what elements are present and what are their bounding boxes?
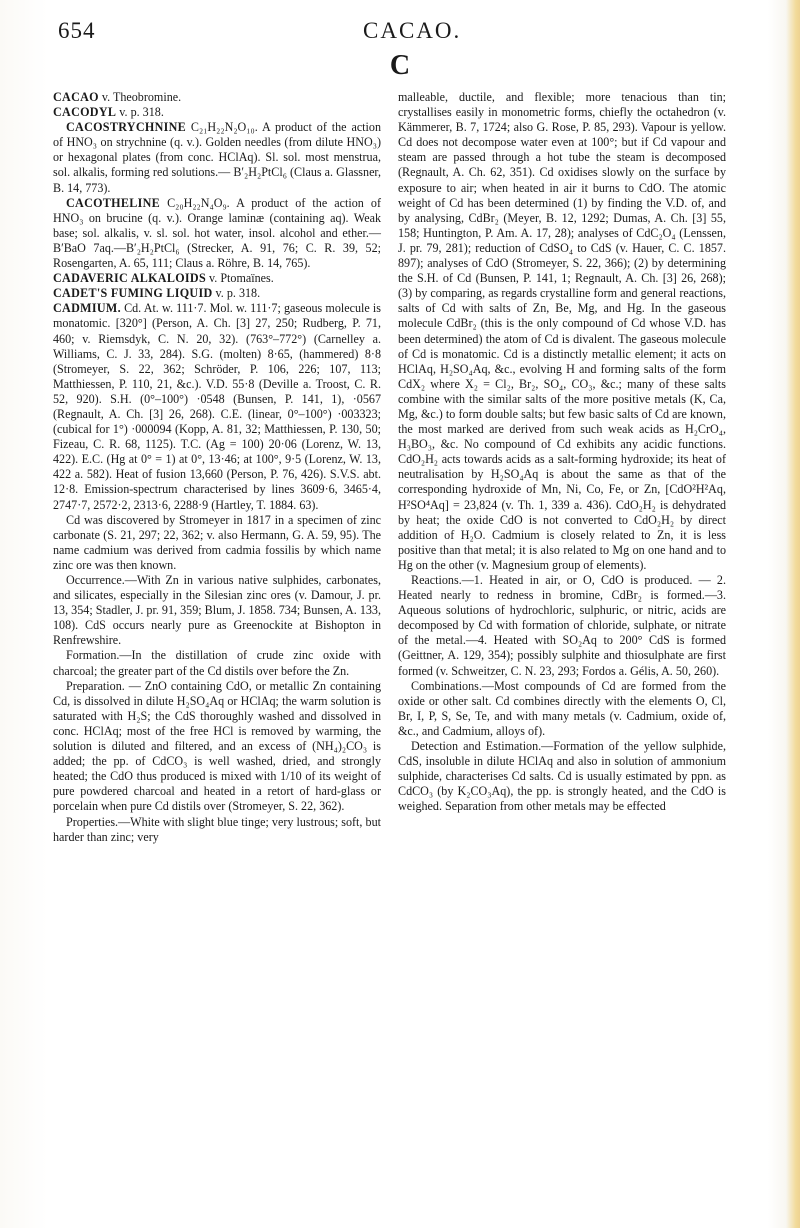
paragraph-discovery: Cd was discovered by Stromeyer in 1817 in a specimen of zinc carbonate (S. 21, 297; 22, 362; v. also Hermann, G. A. 59, 95). The name cadmium was derived from cadmia fossilis by which name zinc ore was then known. [53,512,381,572]
paragraph-properties: Properties.—White with slight blue tinge; very lustrous; soft, but harder than zinc; very [53,814,381,844]
entry-text: v. Theobromine. [98,90,182,104]
entry-cacostrychnine [53,120,381,195]
paragraph-occurrence: Occurrence.—With Zn in various native sulphides, carbonates, and silicates, especially in the Silesian zinc ores (v. Damour, J. pr. 13, 354; Stadler, J. pr. 91, 359; Blum, J. 1858. 734; Bunsen, A. 133, 108). CdS occurs nearly pure as Greenockite at Bishopton in Renfrewshire. [53,573,381,648]
headword: CADMIUM. [53,301,121,316]
section-letter: C [389,50,411,81]
page-header [58,18,758,48]
entry-text: C₂₀H₂₂N₄O₉. A product of the action of HNO₃ on brucine (q. v.). Orange laminæ (containing aq). Weak base; sol. alkalis, v. sl. sol. hot water, insol. alcohol and ether.—B′BaO 7aq.—B′₂H₂PtCl₆ (Strecker, A. 91, 76; C. R. 39, 52; Rosengarten, A. 65, 111; Claus a. Röhre, B. 14, 765). [53,195,381,271]
headword: CACOSTRYCHNINE [66,120,187,135]
entry-text: v. p. 318. [212,286,261,301]
entry-cadets-fuming-liquid [53,286,381,301]
entry-text: v. Ptomaïnes. [206,271,274,286]
entry-cacotheline [53,196,381,271]
entry-cacao [53,90,381,105]
headword: CACAO [53,90,99,104]
paragraph-reactions: Reactions.—1. Heated in air, or O, CdO is produced. — 2. Heated nearly to redness in bromine, CdBr₂ is formed.—3. Aqueous solutions of hydrochloric, sulphuric, or nitric, acids are decomposed by Cd with formation of chloride, sulphate, or nitrate of the metal.—4. Heated with SO₂Aq to 200° CdS is formed (Geittner, A. 129, 354); possibly sulphite and thiosulphate are first formed (v. Schweitzer, C. N. 23, 293; Fordos a. Gélis, A. 50, 260). [398,573,726,678]
running-head: CACAO. [363,18,462,43]
headword: CACOTHELINE [66,195,161,210]
entry-cacodyl [53,105,381,120]
left-column [53,90,381,845]
paragraph-preparation: Preparation. — ZnO containing CdO, or metallic Zn containing Cd, is dissolved in dilute H₂SO₄Aq or HClAq; the warm solution is saturated with H₂S; the CdS thoroughly washed and dissolved in conc. HClAq; most of the free HCl is removed by warming, the solution is diluted and filtered, and an excess of (NH₄)₂CO₃ is added; the pp. of CdCO₃ is well washed, dried, and strongly heated; the CdO thus produced is mixed with 1/10 of its weight of pure powdered charcoal and heated in a retort of hard-glass or porcelain when pure Cd distils over (Stromeyer, S. 22, 362). [53,678,381,814]
entry-text: v. p. 318. [116,105,164,120]
right-column [398,90,726,815]
headword: CACODYL [53,105,117,120]
entry-cadaveric-alkaloids [53,271,381,286]
entry-text: C₂₁H₂₂N₂O₁₀. A product of the action of HNO₃ on strychnine (q. v.). Golden needles (from dilute HNO₃) or hexagonal plates (from conc. HClAq). Sl. sol. most menstrua, sol. alkalis, forming red solutions.— B′₂H₂PtCl₆ (Claus a. Glassner, B. 14, 773). [53,120,381,195]
paragraph-formation: Formation.—In the distillation of crude zinc oxide with charcoal; the greater part of the Cd distils over before the Zn. [53,648,381,678]
headword: CADET'S FUMING LIQUID [53,286,213,301]
paragraph-detection: Detection and Estimation.—Formation of the yellow sulphide, CdS, insoluble in dilute HClAq and also in solution of ammonium sulphide, characterises Cd salts. Cd is usually estimated by ppn. as CdCO₃ (by K₂CO₃Aq), the pp. is strongly heated, and the CdO is weighed. Separation from other metals may be effected [398,739,726,814]
paragraph-properties-continued: malleable, ductile, and flexible; more tenacious than tin; crystallises easily in monometric forms, chiefly the octahedron (v. Kämmerer, B. 7, 1724; also G. Rose, P. 85, 293). Vapour is yellow. Cd does not decompose water even at 100°; but if Cd vapour and steam are passed through a hot tube the steam is decomposed (Regnault, A. Ch. 62, 351). Cd oxidises slowly on the surface by exposure to air; when heated in air it burns to CdO. The atomic weight of Cd has been determined (1) by finding the V.D. of, and by analysing, CdBr₂ (Meyer, B. 12, 1292; Dumas, A. Ch. [3] 55, 158; Huntington, P. Am. A. 17, 28); analyses of CdC₂O₄ (Lenssen, J. pr. 79, 281); reduction of CdSO₄ to CdS (v. Hauer, C. C. 1857. 897); analyses of CdO (Stromeyer, S. 22, 366); (2) by determining the S.H. of Cd (Bunsen, P. 141, 1; Regnault, A. Ch. [3] 26, 268); (3) by comparing, as regards crystalline form and general reactions, salts of Cd with salts of Zn, Be, Mg, and Hg. In the gaseous molecule CdBr₂ (this is the only compound of Cd whose V.D. has been determined) the atom of Cd is divalent. The gaseous molecule of Cd is monatomic. Cd is a distinctly metallic element; it acts on HClAq, H₂SO₄Aq, &c., evolving H and forming salts of the form CdX₂ where X₂ = Cl₂, Br₂, SO₄, CO₃, &c.; many of these salts combine with the similar salts of the more positive metals (K, Ca, Mg, &c.) to form double salts; but few basic salts of Cd are known, the most marked are derived from such weak acids as H₂CrO₄, H₃BO₃, &c. No compound of Cd exhibits any acidic functions. CdO₂H₂ acts towards acids as a salt-forming hydroxide; its heat of neutralisation by H₂SO₄Aq is about the same as that of the corresponding hydroxide of Mn, Ni, Co, Fe, or Zn, [CdO²H²Aq, H²SO⁴Aq] = 23,824 (v. Th. 1, 339 a. 436). CdO₂H₂ is dehydrated by heat; the oxide CdO is not converted to CdO₂H₂ by direct addition of H₂O. Cadmium is closely related to Zn, it is less positive than that metal; it is also related to Mg on one hand and to Hg on the other (v. Magnesium group of elements). [398,90,726,572]
entry-cadmium [53,301,381,512]
page-number: 654 [58,18,96,43]
paragraph-combinations: Combinations.—Most compounds of Cd are formed from the oxide or other salt. Cd combines directly with the elements O, Cl, Br, I, P, S, Se, Te, and with many metals (v. Cadmium, oxide of, &c., and Cadmium, alloys of). [398,678,726,738]
entry-text: Cd. At. w. 111·7. Mol. w. 111·7; gaseous molecule is monatomic. [320°] (Person, A. Ch. [3] 27, 250; Rudberg, P. 71, 460; v. Riemsdyk, C. N. 20, 32). (763°–772°) (Carnelley a. Williams, C. J. 33, 284). S.G. (molten) 8·65, (hammered) 8·8 (Stromeyer, S. 22, 362; Schröder, P. 106, 226; 107, 113; Matthiessen, P. 110, 21, &c.). V.D. 55·8 (Deville a. Troost, C. R. 52, 920). S.H. (0°–100°) ·0548 (Bunsen, P. 141, 1), ·0567 (Regnault, A. Ch. [3] 26, 268). C.E. (linear, 0°–100°) ·003323; (cubical for 1°) ·000094 (Kopp, A. 81, 32; Matthiessen, P. 130, 50; Fizeau, C. R. 68, 1125). T.C. (Ag = 100) 20·06 (Lorenz, W. 13, 422). E.C. (Hg at 0° = 1) at 0°, 13·46; at 100°, 9·5 (Lorenz, W. 13, 422 a. 582). Heat of fusion 13,660 (Person, P. 76, 426). S.V.S. abt. 12·8. Emission-spectrum characterised by lines 3609·6, 3465·4, 2747·7, 2572·2, 2313·6, 2288·9 (Hartley, T. 1884. 63). [53,301,381,512]
headword: CADAVERIC ALKALOIDS [53,271,206,286]
